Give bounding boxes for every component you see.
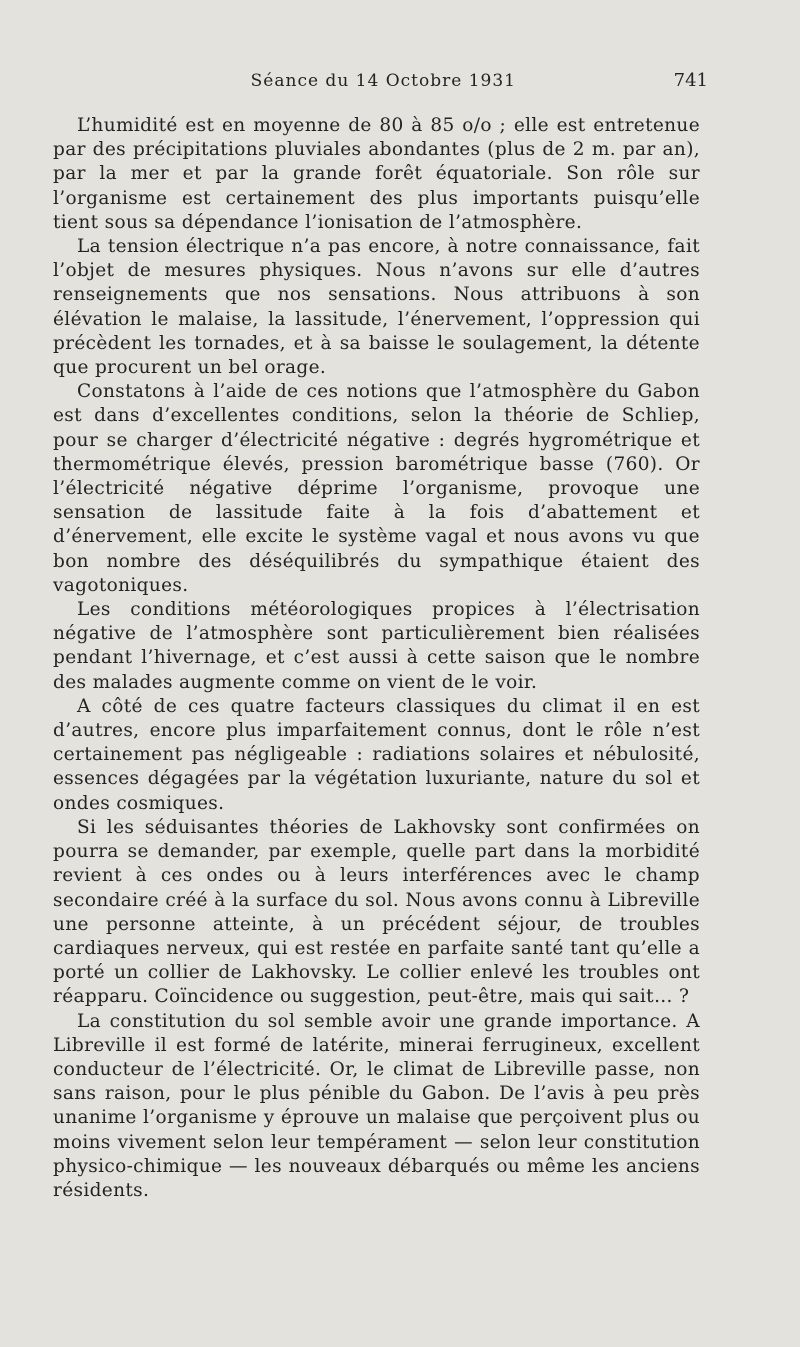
paragraph: Si les séduisantes théories de Lakhovsky sont confirmées on pourra se demander, par exemple, quelle part dans la morbidité revient à ces ondes ou à leurs interférences avec le champ secondaire créé à la surface du sol. Nous avons connu à Libreville une personne atteinte, à un précédent séjour, de troubles cardiaques nerveux, qui est restée en parfaite santé tant qu’elle a porté un collier de Lakhovsky. Le collier enlevé les troubles ont réapparu. Coïncidence ou suggestion, peut-être, mais qui sait… ? — [53, 816, 700, 1008]
paragraph: La tension électrique n’a pas encore, à notre connaissance, fait l’objet de mesures physiques. Nous n’avons sur elle d’autres renseignements que nos sensations. Nous attribuons à son élévation le malaise, la lassitude, l’énervement, l’oppression qui précèdent les tornades, et à sa baisse le soulagement, la détente que procurent un bel orage. — [53, 236, 700, 379]
page-header — [53, 70, 708, 100]
body-text — [53, 114, 700, 1203]
running-title: Séance du 14 Octobre 1931 — [250, 71, 516, 91]
page-number: 741 — [673, 70, 708, 91]
paragraph: Les conditions météorologiques propices à l’électrisation négative de l’atmosphère sont particulièrement bien réalisées pendant l’hivernage, et c’est aussi à cette saison que le nombre des malades augmente comme on vient de le voir. — [53, 599, 700, 693]
paragraph: La constitution du sol semble avoir une grande importance. A Libreville il est formé de latérite, minerai ferrugineux, excellent conducteur de l’électricité. Or, le climat de Libreville passe, non sans raison, pour le plus pénible du Gabon. De l’avis à peu près unanime l’organisme y éprouve un malaise que perçoivent plus ou moins vivement selon leur tempérament — selon leur constitution physico-chimique — les nouveaux débarqués ou même les anciens résidents. — [53, 1010, 700, 1201]
paragraph: Constatons à l’aide de ces notions que l’atmosphère du Gabon est dans d’excellentes conditions, selon la théorie de Schliep, pour se charger d’électricité négative : degrés hygrométrique et thermométrique élevés, pression barométrique basse (760). Or l’électricité négative déprime l’organisme, provoque une sensation de lassitude faite à la fois d’abattement et d’énervement, elle excite le système vagal et nous avons vu que bon nombre des déséquilibrés du sympathique étaient des vagotoniques. — [53, 381, 700, 596]
paragraph: L’humidité est en moyenne de 80 à 85 o/o ; elle est entretenue par des précipitations pluviales abondantes (plus de 2 m. par an), par la mer et par la grande forêt équatoriale. Son rôle sur l’organisme est certainement des plus importants puisqu’elle tient sous sa dépendance l’ionisation de l’atmosphère. — [53, 115, 700, 233]
paragraph: A côté de ces quatre facteurs classiques du climat il en est d’autres, encore plus imparfaitement connus, dont le rôle n’est certainement pas négligeable : radiations solaires et nébulosité, essences dégagées par la végétation luxuriante, nature du sol et ondes cosmiques. — [53, 695, 700, 814]
